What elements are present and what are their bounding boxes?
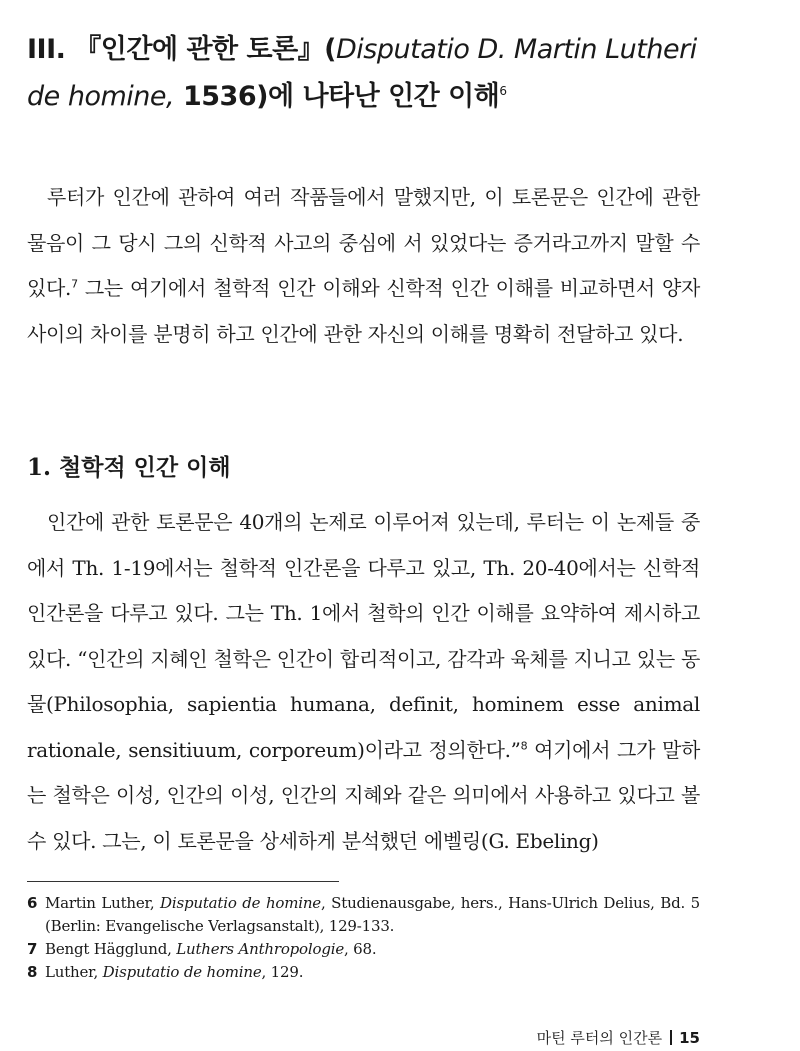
footnote-ref-8[interactable]: 8 bbox=[520, 738, 528, 752]
footnote-work-title: Disputatio de homine bbox=[102, 963, 262, 981]
footnote-7 bbox=[27, 938, 700, 961]
footnote-ref-6[interactable]: 6 bbox=[499, 84, 507, 98]
footnotes bbox=[27, 892, 700, 984]
subsection-heading: 1. 철학적 인간 이해 bbox=[27, 454, 231, 481]
subsection-text-2: 여기에서 그가 말하는 철학은 이성, 인간의 이성, 인간의 지혜와 같은 의미에서 사용하고 있다고 볼 수 있다. 그는, 이 토론문을 상세하게 분석했던 에벨링(G. Ebeling) bbox=[27, 737, 700, 853]
section-title-latin: Disputatio D. Martin Lutheri de homine, bbox=[27, 34, 697, 112]
footnote-text: , Studienausgabe, hers., Hans-Ulrich Delius, Bd. 5 (Berlin: Evangelische Verlagsanstalt), 129-133. bbox=[45, 894, 700, 935]
subsection-text-1: 인간에 관한 토론문은 40개의 논제로 이루어져 있는데, 루터는 이 논제들 중에서 Th. 1-19에서는 철학적 인간론을 다루고 있고, Th. 20-40에서는 신학적 인간론을 다루고 있다. 그는 Th. 1에서 철학의 인간 이해를 요약하여 제시하고 있다. “인간의 지혜인 철학은 인간이 합리적이고, 감각과 육체를 지니고 있는 동물(Philosophia, sapientia humana, definit, hominem esse animal rationale, sensitiuum, corporeum)이라고 정의한다.” bbox=[27, 510, 700, 762]
running-title: 마틴 루터의 인간론 bbox=[536, 1029, 663, 1047]
footnote-ref-7[interactable]: 7 bbox=[71, 277, 78, 291]
running-footer bbox=[537, 1027, 700, 1049]
footnote-text: , 68. bbox=[344, 940, 377, 958]
section-title-prefix: III. 『인간에 관한 토론』( bbox=[27, 34, 337, 65]
footnote-8 bbox=[27, 961, 700, 984]
footnote-work-title: Luthers Anthropologie bbox=[176, 940, 344, 958]
footnote-number: 6 bbox=[27, 894, 38, 912]
footnote-text: Martin Luther, bbox=[45, 894, 161, 912]
footnote-work-title: Disputatio de homine bbox=[160, 894, 321, 912]
footnote-text: Luther, bbox=[45, 963, 103, 981]
section-title-year: 1536)에 나타난 인간 이해 bbox=[174, 81, 500, 112]
footer-separator bbox=[670, 1030, 672, 1045]
footnote-6 bbox=[27, 892, 700, 938]
subsection-paragraph bbox=[27, 500, 700, 864]
intro-paragraph bbox=[27, 175, 700, 357]
footnote-number: 8 bbox=[27, 963, 38, 981]
footnote-text: , 129. bbox=[261, 963, 304, 981]
footnote-divider bbox=[27, 881, 339, 882]
footnote-text: Bengt Hägglund, bbox=[45, 940, 177, 958]
page-number: 15 bbox=[679, 1029, 700, 1047]
intro-text-1: 루터가 인간에 관하여 여러 작품들에서 말했지만, 이 토론문은 인간에 관한 물음이 그 당시 그의 신학적 사고의 중심에 서 있었다는 증거라고까지 말할 수 있다. bbox=[27, 185, 700, 300]
intro-text-2: 그는 여기에서 철학적 인간 이해와 신학적 인간 이해를 비교하면서 양자 사이의 차이를 분명히 하고 인간에 관한 자신의 이해를 명확히 전달하고 있다. bbox=[27, 276, 700, 346]
section-title bbox=[27, 26, 700, 120]
footnote-number: 7 bbox=[27, 940, 38, 958]
